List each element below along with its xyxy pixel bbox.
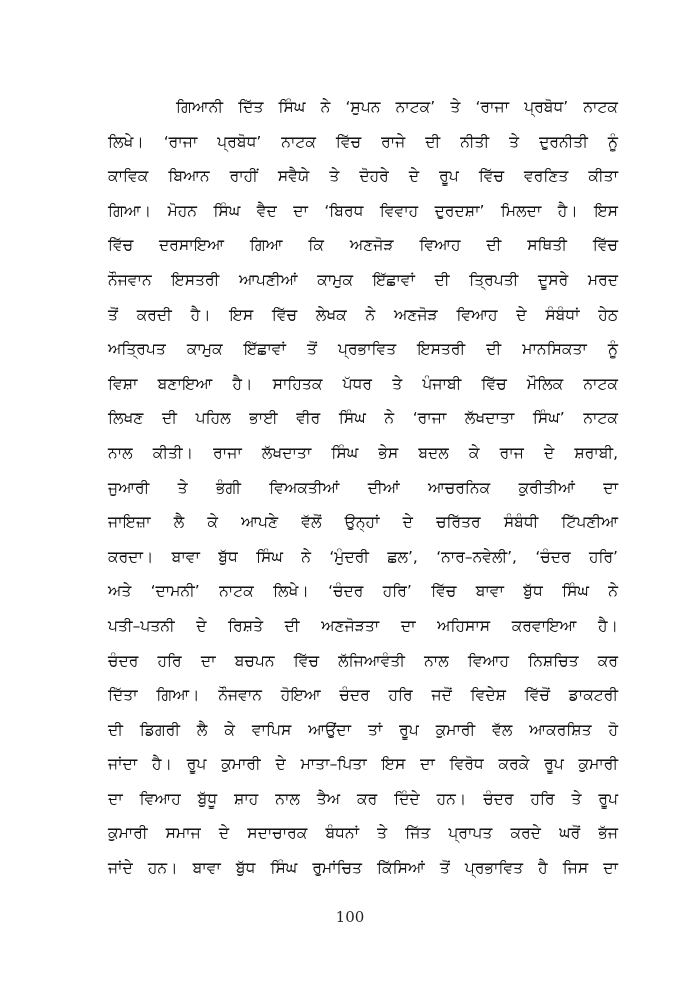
text-line: ਤੋਂ ਕਰਦੀ ਹੈ। ਇਸ ਵਿੱਚ ਲੇਖਕ ਨੇ ਅਣਜੋੜ ਵਿਆਹ ਦੇ ਸੰਬੰਧਾਂ ਹੇਠ	[108, 305, 618, 324]
text-line: ਗਿਆ। ਮੋਹਨ ਸਿੰਘ ਵੈਦ ਦਾ ‘ਬਿਰਧ ਵਿਵਾਹ ਦੁਰਦਸ਼ਾ’ ਮਿਲਦਾ ਹੈ। ਇਸ	[108, 201, 618, 220]
text-line: ਜੁਆਰੀ ਤੇ ਭੰਗੀ ਵਿਅਕਤੀਆਂ ਦੀਆਂ ਆਚਰਨਿਕ ਕੁਰੀਤੀਆਂ ਦਾ	[108, 478, 618, 497]
text-line: ਨਾਲ ਕੀਤੀ। ਰਾਜਾ ਲੱਖਦਾਤਾ ਸਿੰਘ ਭੇਸ ਬਦਲ ਕੇ ਰਾਜ ਦੇ ਸ਼ਰਾਬੀ,	[108, 443, 618, 462]
text-line: ਦਿੱਤਾ ਗਿਆ। ਨੌਜਵਾਨ ਹੋਇਆ ਚੰਦਰ ਹਰਿ ਜਦੋਂ ਵਿਦੇਸ਼ ਵਿੱਚੋਂ ਡਾਕਟਰੀ	[108, 686, 618, 705]
page-number: 100	[335, 908, 365, 926]
text-line: ਲਿਖੇ। ‘ਰਾਜਾ ਪ੍ਰਬੋਧ’ ਨਾਟਕ ਵਿੱਚ ਰਾਜੇ ਦੀ ਨੀਤੀ ਤੇ ਦੁਰਨੀਤੀ ਨੂੰ	[108, 132, 618, 151]
text-line: ਪਤੀ–ਪਤਨੀ ਦੇ ਰਿਸ਼ਤੇ ਦੀ ਅਣਜੋੜਤਾ ਦਾ ਅਹਿਸਾਸ ਕਰਵਾਇਆ ਹੈ।	[108, 616, 618, 635]
text-line: ਅਤ੍ਰਿਪਤ ਕਾਮੁਕ ਇੱਛਾਵਾਂ ਤੋਂ ਪ੍ਰਭਾਵਿਤ ਇਸਤਰੀ ਦੀ ਮਾਨਸਿਕਤਾ ਨੂੰ	[108, 340, 618, 359]
text-line: ਲਿਖਣ ਦੀ ਪਹਿਲ ਭਾਈ ਵੀਰ ਸਿੰਘ ਨੇ ‘ਰਾਜਾ ਲੱਖਦਾਤਾ ਸਿੰਘ’ ਨਾਟਕ	[108, 409, 618, 428]
body-paragraph	[108, 90, 618, 886]
text-line: ਜਾਂਦੇ ਹਨ। ਬਾਵਾ ਬੁੱਧ ਸਿੰਘ ਰੁਮਾਂਚਿਤ ਕਿੱਸਿਆਂ ਤੋਂ ਪ੍ਰਭਾਵਿਤ ਹੈ ਜਿਸ ਦਾ	[108, 859, 618, 878]
text-line: ਵਿਸ਼ਾ ਬਣਾਇਆ ਹੈ। ਸਾਹਿਤਕ ਪੱਧਰ ਤੇ ਪੰਜਾਬੀ ਵਿੱਚ ਮੌਲਿਕ ਨਾਟਕ	[108, 374, 618, 393]
text-line: ਗਿਆਨੀ ਦਿੱਤ ਸਿੰਘ ਨੇ ‘ਸੁਪਨ ਨਾਟਕ’ ਤੇ ‘ਰਾਜਾ ਪ੍ਰਬੋਧ’ ਨਾਟਕ	[176, 98, 618, 116]
text-line: ਕਾਵਿਕ ਬਿਆਨ ਰਾਹੀਂ ਸਵੈਯੇ ਤੇ ਦੋਹਰੇ ਦੇ ਰੂਪ ਵਿੱਚ ਵਰਣਿਤ ਕੀਤਾ	[108, 167, 618, 186]
text-line: ਦਾ ਵਿਆਹ ਬੁੱਧੂ ਸ਼ਾਹ ਨਾਲ ਤੈਅ ਕਰ ਦਿੰਦੇ ਹਨ। ਚੰਦਰ ਹਰਿ ਤੇ ਰੂਪ	[108, 789, 618, 808]
text-line: ਦੀ ਡਿਗਰੀ ਲੈ ਕੇ ਵਾਪਿਸ ਆਉਂਦਾ ਤਾਂ ਰੂਪ ਕੁਮਾਰੀ ਵੱਲ ਆਕਰਸ਼ਿਤ ਹੋ	[108, 720, 618, 739]
text-line: ਜਾਇਜ਼ਾ ਲੈ ਕੇ ਆਪਣੇ ਵੱਲੋਂ ਉਨ੍ਹਾਂ ਦੇ ਚਰਿੱਤਰ ਸੰਬੰਧੀ ਟਿੱਪਣੀਆ	[108, 513, 618, 532]
text-line: ਨੌਜਵਾਨ ਇਸਤਰੀ ਆਪਣੀਆਂ ਕਾਮੁਕ ਇੱਛਾਵਾਂ ਦੀ ਤ੍ਰਿਪਤੀ ਦੂਸਰੇ ਮਰਦ	[108, 270, 618, 289]
text-line: ਜਾਂਦਾ ਹੈ। ਰੂਪ ਕੁਮਾਰੀ ਦੇ ਮਾਤਾ–ਪਿਤਾ ਇਸ ਦਾ ਵਿਰੋਧ ਕਰਕੇ ਰੂਪ ਕੁਮਾਰੀ	[108, 755, 618, 774]
text-line: ਕੁਮਾਰੀ ਸਮਾਜ ਦੇ ਸਦਾਚਾਰਕ ਬੰਧਨਾਂ ਤੇ ਜਿੱਤ ਪ੍ਰਾਪਤ ਕਰਦੇ ਘਰੋਂ ਭੱਜ	[108, 824, 618, 843]
text-line: ਕਰਦਾ। ਬਾਵਾ ਬੁੱਧ ਸਿੰਘ ਨੇ ‘ਮੁੰਦਰੀ ਛਲ’, ‘ਨਾਰ–ਨਵੇਲੀ’, ‘ਚੰਦਰ ਹਰਿ’	[108, 547, 618, 566]
text-line: ਚੰਦਰ ਹਰਿ ਦਾ ਬਚਪਨ ਵਿੱਚ ਲੱਜਿਆਵੰਤੀ ਨਾਲ ਵਿਆਹ ਨਿਸ਼ਚਿਤ ਕਰ	[108, 651, 618, 670]
text-line: ਅਤੇ ‘ਦਾਮਨੀ’ ਨਾਟਕ ਲਿਖੇ। ‘ਚੰਦਰ ਹਰਿ’ ਵਿੱਚ ਬਾਵਾ ਬੁੱਧ ਸਿੰਘ ਨੇ	[108, 582, 618, 601]
text-line: ਵਿੱਚ ਦਰਸਾਇਆ ਗਿਆ ਕਿ ਅਣਜੋੜ ਵਿਆਹ ਦੀ ਸਥਿਤੀ ਵਿੱਚ	[108, 236, 618, 255]
